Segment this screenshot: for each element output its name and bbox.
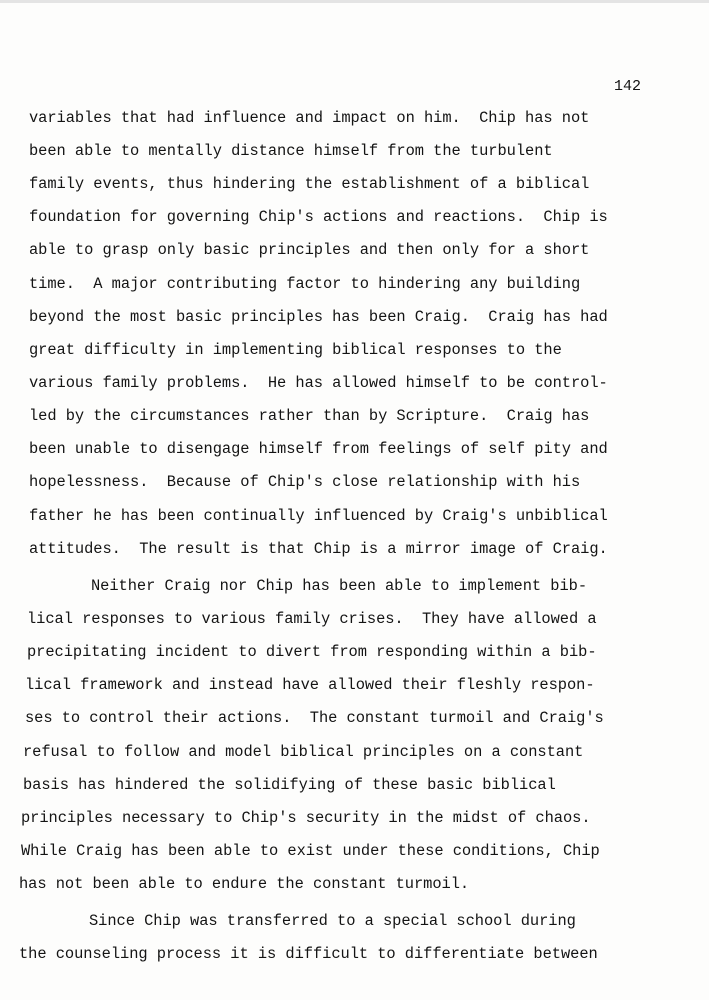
text-line: the counseling process it is difficult to differentiate between: [19, 945, 598, 963]
text-line: been unable to disengage himself from feelings of self pity and: [29, 440, 608, 458]
text-line: father he has been continually influenced by Craig's unbiblical: [29, 507, 608, 525]
text-line: lical framework and instead have allowed their fleshly respon-: [25, 676, 595, 694]
text-line: principles necessary to Chip's security in the midst of chaos.: [21, 809, 591, 827]
text-line: lical responses to various family crises. They have allowed a: [27, 610, 597, 628]
text-line: variables that had influence and impact on him. Chip has not: [29, 109, 590, 127]
text-line: precipitating incident to divert from responding within a bib-: [27, 643, 597, 661]
paragraph-first-line: Since Chip was transferred to a special school during: [89, 912, 576, 930]
text-line: family events, thus hindering the establishment of a biblical: [29, 175, 590, 193]
text-line: foundation for governing Chip's actions and reactions. Chip is: [29, 208, 608, 226]
text-line: hopelessness. Because of Chip's close relationship with his: [29, 473, 581, 491]
text-line: led by the circumstances rather than by Scripture. Craig has: [29, 407, 590, 425]
page-number: 142: [614, 78, 642, 95]
text-line: refusal to follow and model biblical principles on a constant: [23, 743, 584, 761]
text-line: great difficulty in implementing biblical responses to the: [29, 341, 562, 359]
scan-top-edge: [0, 0, 709, 3]
text-line: has not been able to endure the constant turmoil.: [19, 875, 470, 893]
text-line: attitudes. The result is that Chip is a mirror image of Craig.: [29, 540, 608, 558]
text-line: While Craig has been able to exist under these conditions, Chip: [21, 842, 600, 860]
text-line: time. A major contributing factor to hindering any building: [29, 275, 581, 293]
text-line: able to grasp only basic principles and then only for a short: [29, 241, 590, 259]
text-line: beyond the most basic principles has been Craig. Craig has had: [29, 308, 608, 326]
text-line: basis has hindered the solidifying of these basic biblical: [23, 776, 556, 794]
paragraph-first-line: Neither Craig nor Chip has been able to implement bib-: [91, 577, 588, 595]
text-line: various family problems. He has allowed himself to be control-: [29, 374, 608, 392]
text-line: ses to control their actions. The constant turmoil and Craig's: [25, 709, 604, 727]
text-line: been able to mentally distance himself from the turbulent: [29, 142, 553, 160]
